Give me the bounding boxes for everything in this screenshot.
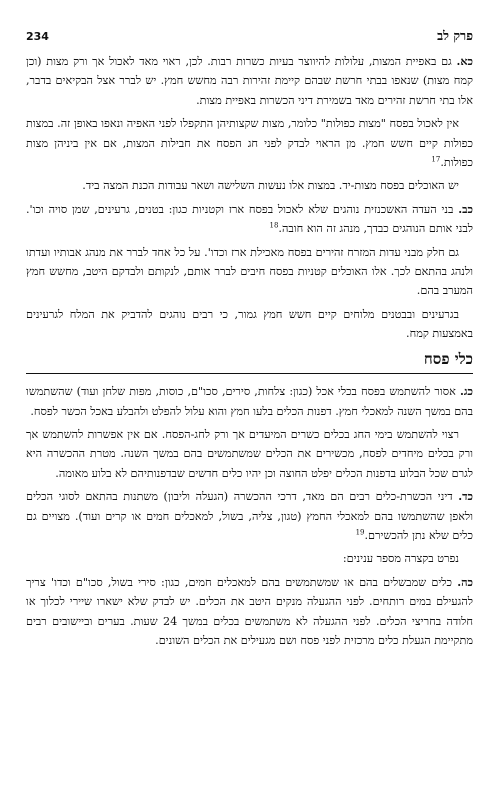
paragraph-21b: [26, 114, 473, 172]
paragraph-text: כלים שמבשלים בהם או שמשתמשים בהם למאכלים חמים, כגון: סירי בשול, סכו"ם וכדו' צריך להגעילם במים רותחים. לפני ההגעלה מנקים היטב את הכלים. יש לבדק שלא ישארו שיירי לכלוך או חלודה בחריצי הכלים. לפני ההגעלה לא משתמשים בכלים במשך 24 שעות. בערים וביישובים רבים מתקיימת הגעלת כלים מרכזית לפני פסח ושם מגעילים את הכלים השונים.: [26, 575, 473, 647]
paragraph-21a: [26, 52, 473, 110]
paragraph-21c: [26, 176, 473, 195]
paragraph-22c: [26, 305, 473, 344]
paragraph-23b: [26, 425, 473, 483]
paragraph-text: בני העדה האשכנזית נוהגים שלא לאכול בפסח ארז וקטניות כגון: בטנים, גרעינים, שמן סויה וכו'. לבני אותם הנוהגים כבדך, מנהג זה הוא חובה.: [26, 202, 473, 236]
section-heading-wrap: [26, 350, 473, 374]
paragraph-text: גם באפיית המצות, עלולות להיווצר בעיות כשרות רבות. לכן, ראוי מאד לאכול אך ורק מצות (וכן קמח מצות) שנאפו בבתי חרשת שבהם קיימת זהירות רבה מחשש חמץ. יש לברר אצל הבקיאים בדבר, אלו בתי חרשת זהירים מאד בשמירת דיני הכשרות באפיית מצות.: [26, 55, 473, 107]
paragraph-25: [26, 573, 473, 651]
paragraph-number: כא.: [456, 54, 473, 68]
footnote-marker: 17: [431, 155, 441, 164]
page-number: 234: [26, 30, 49, 43]
section-heading: כלי פסח: [423, 349, 473, 368]
chapter-title: פרק לב: [437, 28, 473, 43]
paragraph-text: אסור להשתמש בפסח בכלי אכל (כגון: צלחות, סירים, סכו"ם, כוסות, מפות שלחן ועוד) שהשתמשו בהם במשך השנה למאכלי חמץ. דפנות הכלים בלעו חמץ והוא עלול להפלט ולהבלע באכל הכשר לפסח.: [26, 385, 473, 418]
paragraph-number: כג.: [459, 384, 473, 399]
paragraph-text: נפרט בקצרה מספר ענינים:: [342, 552, 459, 566]
page-body: [26, 52, 473, 650]
paragraph-text: דיני הכשרת-כלים רבים הם מאד, דרכי ההכשרה (הגעלה וליבון) משתנות בהתאם לסוגי הכלים ולאפן שהשתמשו בהם למאכלי החמץ (טגון, צליה, בשול, למאכלים חמים או קרים ועוד). מצויים גם כלים שלא נתן להכשירם.: [26, 490, 473, 542]
paragraph-text: יש האוכלים בפסח מצות-יד. במצות אלו נעשות השלישה ושאר עבודות הכנת המצה ביד.: [82, 179, 459, 193]
paragraph-24a: [26, 487, 473, 545]
paragraph-text: גם חלק מבני עדות המזרח זהירים בפסח מאכילת ארז וכדו'. על כל אחד לברר את מנהג אבותיו ועדתו ולנהג בהתאם לכך. אלו האוכלים קטניות בפסח חיבים לברר אותם, לנקותם ולבדקם היטב, מחשש חמץ המערב בהם.: [26, 245, 473, 298]
paragraph-24b: [26, 549, 473, 568]
page-header: [26, 28, 473, 44]
paragraph-number: כד.: [458, 489, 473, 504]
paragraph-23a: [26, 382, 473, 421]
paragraph-number: כב.: [458, 201, 473, 216]
paragraph-22a: [26, 200, 473, 239]
paragraph-text: רצוי להשתמש בימי החג בכלים כשרים המיעדים אך ורק לחג-הפסח. אם אין אפשרות להשתמש אך ורק בכלים מיחדים לפסח, מכשירים את הכלים שמשתמשים בהם במשך השנה. מטרת ההכשרה היא לגרם שכל הבלוע בדפנות הכלים יפלט החוצה וכן יהיו כלים חדשים שבדפנותיהם לא בלוע מאומה.: [26, 427, 473, 480]
paragraph-number: כה.: [457, 574, 474, 589]
paragraph-text: בגרעינים ובבטנים מלוחים קיים חשש חמץ גמור, כי רבים נוהגים להדביק את המלח לגרעינים באמצעות קמח.: [26, 307, 473, 341]
footnote-marker: 19: [355, 528, 365, 537]
paragraph-22b: [26, 243, 473, 301]
footnote-marker: 18: [269, 221, 279, 230]
paragraph-text: אין לאכול בפסח "מצות כפולות" כלומר, מצות שקצותיהן התקפלו לפני האפיה ונאפו באופן זה. במצות כפולות קיים חשש חמץ. מן הראוי לבדק לפני חג הפסח את חבילות המצות, אם אין ביניהן מצות כפולות.: [26, 117, 473, 170]
